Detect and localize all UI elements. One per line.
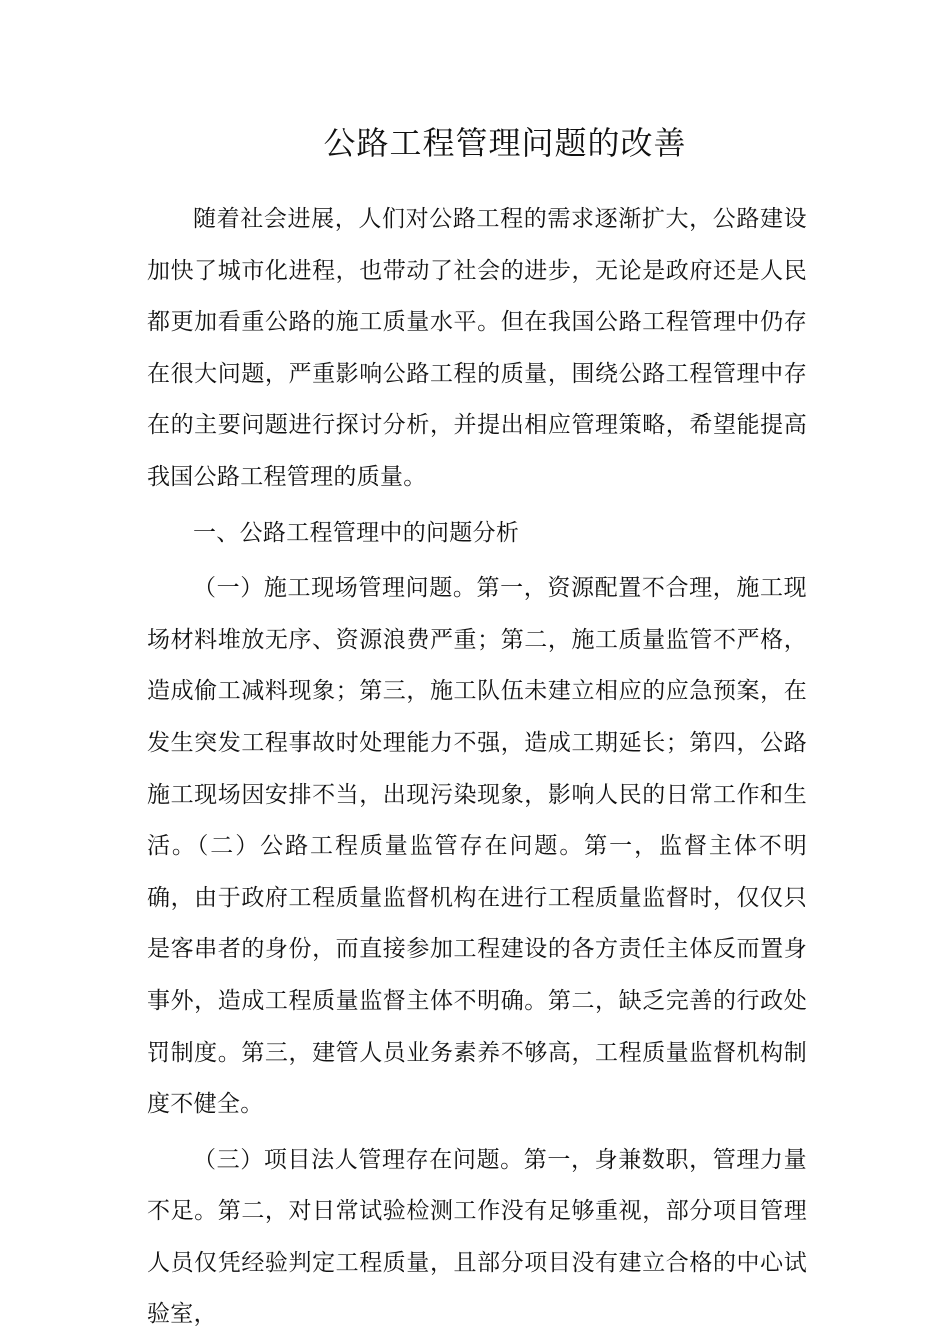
intro-paragraph: 随着社会进展，人们对公路工程的需求逐渐扩大，公路建设加快了城市化进程，也带动了社会的进步，无论是政府还是人民都更加看重公路的施工质量水平。但在我国公路工程管理中仍存在很大问题，严重影响公路工程的质量，围绕公路工程管理中存在的主要问题进行探讨分析，并提出相应管理策略，希望能提高我国公路工程管理的质量。 (147, 206, 807, 490)
document-body (147, 194, 807, 1341)
section-heading: 一、公路工程管理中的问题分析 (193, 519, 520, 546)
section-paragraph-1-2: （一）施工现场管理问题。第一，资源配置不合理，施工现场材料堆放无序、资源浪费严重；第二，施工质量监管不严格，造成偷工减料现象；第三，施工队伍未建立相应的应急预案，在发生突发工程事故时处理能力不强，造成工期延长；第四，公路施工现场因安排不当，出现污染现象，影响人民的日常工作和生活。（二）公路工程质量监管存在问题。第一，监督主体不明确，由于政府工程质量监督机构在进行工程质量监督时，仅仅只是客串者的身份，而直接参加工程建设的各方责任主体反而置身事外，造成工程质量监督主体不明确。第二，缺乏完善的行政处罚制度。第三，建管人员业务素养不够高，工程质量监督机构制度不健全。 (147, 575, 807, 1118)
section-paragraph-3: （三）项目法人管理存在问题。第一，身兼数职，管理力量不足。第二，对日常试验检测工作没有足够重视，部分项目管理人员仅凭经验判定工程质量，且部分项目没有建立合格的中心试验室， (147, 1146, 807, 1328)
document-title: 公路工程管理问题的改善 (323, 124, 687, 162)
